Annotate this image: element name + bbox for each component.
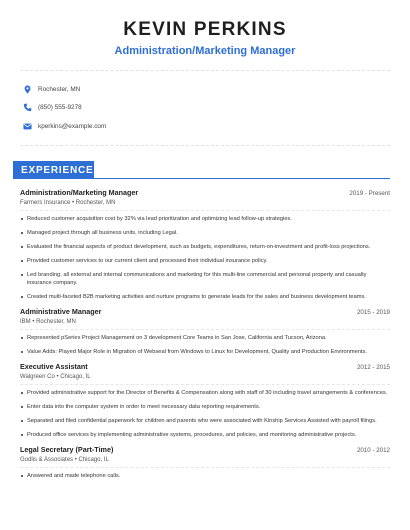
- job-divider: [20, 210, 390, 211]
- job-bullets: [20, 334, 390, 356]
- job-bullet: Created multi-faceted B2B marketing activities and nurture programs to generate leads for the sales and business development teams.: [20, 293, 390, 301]
- job-bullet: Produced office services by implementing administrative systems, procedures, and policies, and monitoring administrative projects.: [20, 431, 390, 439]
- job-bullet: Led branding, all external and internal communications and marketing for this multi-line commercial and personal property and casualty insurance company.: [20, 271, 390, 287]
- job-header: [20, 362, 390, 371]
- contact-divider: [20, 145, 390, 146]
- job-company: Walgreen Co • Chicago, IL: [20, 374, 91, 380]
- job-header: [20, 445, 390, 454]
- job-dates: 2019 - Present: [349, 190, 390, 197]
- job-header: [20, 307, 390, 316]
- job-bullet: Provided customer services to our current client and processed their individual insurance policy.: [20, 257, 390, 265]
- job-divider: [20, 329, 390, 330]
- job-bullets: [20, 215, 390, 301]
- contact-list: [0, 71, 410, 135]
- job-title: Administration/Marketing Manager: [20, 188, 139, 197]
- job-company: IBM • Rochester, MN: [20, 319, 76, 325]
- job-entry: [20, 362, 390, 439]
- job-title: Administrative Manager: [20, 307, 102, 316]
- job-bullet: Provided administrative support for the Director of Benefits & Compensation along with staff of 30 including travel arrangements & conferences.: [20, 389, 390, 397]
- job-bullet: Separated and filed confidential paperwork for children and parents who were associated with Kinship Services Assisted with payroll filings.: [20, 417, 390, 425]
- job-company: Godlis & Associates • Chicago, IL: [20, 457, 109, 463]
- location-pin-icon: [22, 84, 32, 94]
- experience-list: [20, 188, 390, 486]
- job-dates: 2015 - 2019: [356, 309, 390, 316]
- job-divider: [20, 384, 390, 385]
- job-company: Farmers Insurance • Rochester, MN: [20, 200, 116, 206]
- contact-location-text: Rochester, MN: [38, 85, 81, 93]
- experience-heading: EXPERIENCE: [13, 161, 94, 179]
- job-title: Executive Assistant: [20, 362, 88, 371]
- contact-phone: [22, 99, 410, 117]
- contact-email-text: kperkins@example.com: [38, 122, 107, 130]
- job-bullet: Represented pSeries Project Management on 3 development Core Teams in San Jose, California and Tucson, Arizona.: [20, 334, 390, 342]
- job-bullet: Evaluated the financial aspects of product development, such as budgets, expenditures, return-on-investment and profit-loss projections.: [20, 243, 390, 251]
- candidate-title: Administration/Marketing Manager: [114, 45, 296, 57]
- job-dates: 2010 - 2012: [356, 447, 390, 454]
- job-bullet: Answered and made telephone calls.: [20, 472, 390, 480]
- job-header: [20, 188, 390, 197]
- candidate-name: KEVIN PERKINS: [123, 19, 287, 40]
- contact-email: [22, 117, 410, 135]
- job-entry: [20, 307, 390, 356]
- job-divider: [20, 467, 390, 468]
- job-dates: 2012 - 2015: [356, 364, 390, 371]
- job-bullet: Managed project through all business units, including Legal.: [20, 229, 390, 237]
- phone-icon: [22, 103, 32, 113]
- job-bullets: [20, 472, 390, 480]
- contact-location: [22, 80, 410, 98]
- job-bullets: [20, 389, 390, 439]
- experience-rule: [94, 178, 390, 179]
- job-entry: [20, 188, 390, 301]
- job-bullet: Value Adds: Played Major Role in Migration of Webseal from Windows to Linux for Development, Quality and Production Environments.: [20, 348, 390, 356]
- job-bullet: Reduced customer acquisition cost by 32% via lead prioritization and optimizing lead follow-up strategies.: [20, 215, 390, 223]
- job-entry: [20, 445, 390, 480]
- envelope-icon: [22, 121, 32, 131]
- job-bullet: Enter data into the computer system in order to meet necessary data reporting requirements.: [20, 403, 390, 411]
- contact-phone-text: (850) 555-9278: [38, 104, 82, 111]
- job-title: Legal Secretary (Part-Time): [20, 445, 114, 454]
